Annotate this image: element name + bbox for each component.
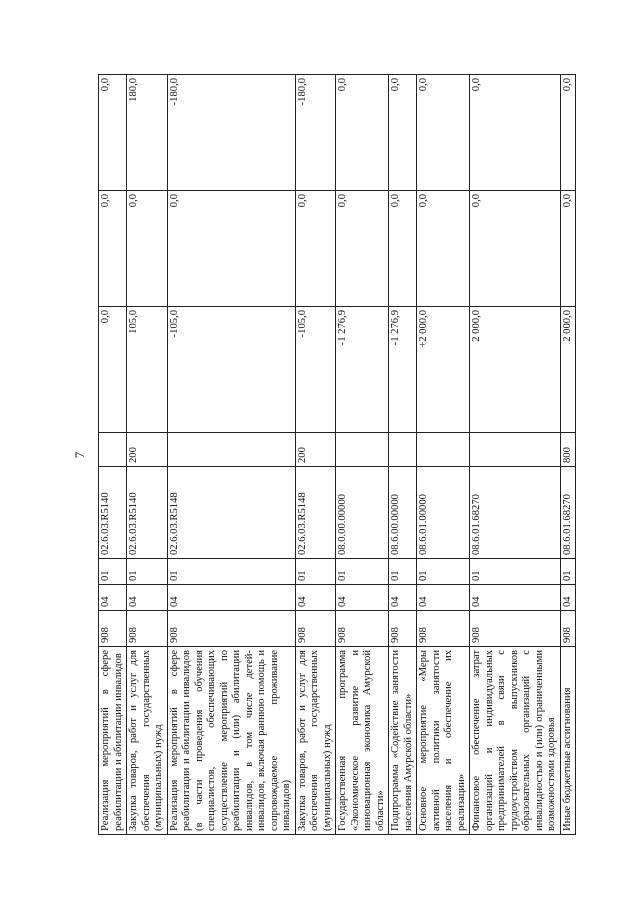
section-code: 04 (167, 585, 295, 611)
amount-1: +2 000,0 (417, 307, 470, 433)
table-row (99, 75, 127, 835)
subsection-code: 01 (295, 559, 336, 585)
row-name: Иные бюджетные ассигнования (560, 647, 576, 835)
expense-type (417, 433, 470, 467)
amount-3: -180,0 (295, 75, 336, 191)
amount-3: -180,0 (167, 75, 295, 191)
expense-type (336, 433, 389, 467)
target-article: 02.6.03.R5140 (99, 467, 127, 559)
section-code: 04 (470, 585, 561, 611)
section-code: 04 (127, 585, 168, 611)
expense-type: 200 (127, 433, 168, 467)
expense-type (389, 433, 417, 467)
row-name: Государственная программа «Экономическое развитие и инновационная экономика Амурской области» (336, 647, 389, 835)
table-row (560, 75, 576, 835)
expense-type: 200 (295, 433, 336, 467)
amount-3: 0,0 (336, 75, 389, 191)
section-code: 04 (417, 585, 470, 611)
subsection-code: 01 (389, 559, 417, 585)
amount-1: -1 276,9 (336, 307, 389, 433)
section-code: 04 (389, 585, 417, 611)
amount-1: -1 276,9 (389, 307, 417, 433)
expense-type (167, 433, 295, 467)
amount-2: 0,0 (560, 191, 576, 307)
subsection-code: 01 (560, 559, 576, 585)
target-article: 02.6.03.R5148 (295, 467, 336, 559)
row-name: Подпрограмма «Содействие занятости населения Амурской области» (389, 647, 417, 835)
target-article: 08.6.01.68270 (470, 467, 561, 559)
section-code: 04 (99, 585, 127, 611)
amount-1: 2 000,0 (560, 307, 576, 433)
table-row (417, 75, 470, 835)
table-row (167, 75, 295, 835)
dept-code: 908 (336, 611, 389, 647)
rotated-page (70, 75, 600, 835)
amount-2: 0,0 (167, 191, 295, 307)
row-name: Закупка товаров, работ и услуг для обеспечения государственных (муниципальных) нужд (127, 647, 168, 835)
table-row (336, 75, 389, 835)
amount-1: 0,0 (99, 307, 127, 433)
dept-code: 908 (560, 611, 576, 647)
amount-3: 0,0 (99, 75, 127, 191)
table-row (470, 75, 561, 835)
amount-2: 0,0 (417, 191, 470, 307)
row-name: Основное мероприятие «Меры активной политики занятости населения и обеспечение их реализации» (417, 647, 470, 835)
amount-1: -105,0 (295, 307, 336, 433)
amount-2: 0,0 (99, 191, 127, 307)
section-code: 04 (295, 585, 336, 611)
target-article: 08.0.00.00000 (336, 467, 389, 559)
dept-code: 908 (99, 611, 127, 647)
subsection-code: 01 (99, 559, 127, 585)
subsection-code: 01 (167, 559, 295, 585)
amount-2: 0,0 (336, 191, 389, 307)
table-row (389, 75, 417, 835)
target-article: 02.6.03.R5148 (167, 467, 295, 559)
amount-2: 0,0 (389, 191, 417, 307)
amount-3: 180,0 (127, 75, 168, 191)
table-row (127, 75, 168, 835)
dept-code: 908 (127, 611, 168, 647)
amount-1: 2 000,0 (470, 307, 561, 433)
table-row (295, 75, 336, 835)
page-number: 7 (72, 451, 87, 459)
amount-1: -105,0 (167, 307, 295, 433)
subsection-code: 01 (470, 559, 561, 585)
amount-2: 0,0 (470, 191, 561, 307)
dept-code: 908 (470, 611, 561, 647)
section-code: 04 (336, 585, 389, 611)
budget-table (98, 74, 576, 835)
amount-3: 0,0 (470, 75, 561, 191)
subsection-code: 01 (417, 559, 470, 585)
expense-type (470, 433, 561, 467)
expense-type: 800 (560, 433, 576, 467)
row-name: Реализация мероприятий в сфере реабилитации и абилитации инвалидов (в части проведения обучения специалистов, обеспечивающих осуществление мероприятий по реабилитации и (или) абилитации инвалидов, в том числе детей-инвалидов, включая раннюю помощь и сопровождаемое проживание инвалидов) (167, 647, 295, 835)
row-name: Закупка товаров, работ и услуг для обеспечения государственных (муниципальных) нужд (295, 647, 336, 835)
dept-code: 908 (167, 611, 295, 647)
dept-code: 908 (295, 611, 336, 647)
dept-code: 908 (389, 611, 417, 647)
section-code: 04 (560, 585, 576, 611)
target-article: 08.6.01.68270 (560, 467, 576, 559)
subsection-code: 01 (336, 559, 389, 585)
amount-3: 0,0 (417, 75, 470, 191)
dept-code: 908 (417, 611, 470, 647)
target-article: 08.6.01.00000 (417, 467, 470, 559)
amount-1: 105,0 (127, 307, 168, 433)
target-article: 08.6.00.00000 (389, 467, 417, 559)
amount-3: 0,0 (560, 75, 576, 191)
amount-2: 0,0 (127, 191, 168, 307)
amount-3: 0,0 (389, 75, 417, 191)
row-name: Финансовое обеспечение затрат организаций и индивидуальных предпринимателей в связи с трудоустройством выпускников образовательных организаций с инвалидностью и (или) ограниченными возможностями здоровья (470, 647, 561, 835)
amount-2: 0,0 (295, 191, 336, 307)
subsection-code: 01 (127, 559, 168, 585)
target-article: 02.6.03.R5140 (127, 467, 168, 559)
row-name: Реализация мероприятий в сфере реабилитации и абилитации инвалидов (99, 647, 127, 835)
expense-type (99, 433, 127, 467)
